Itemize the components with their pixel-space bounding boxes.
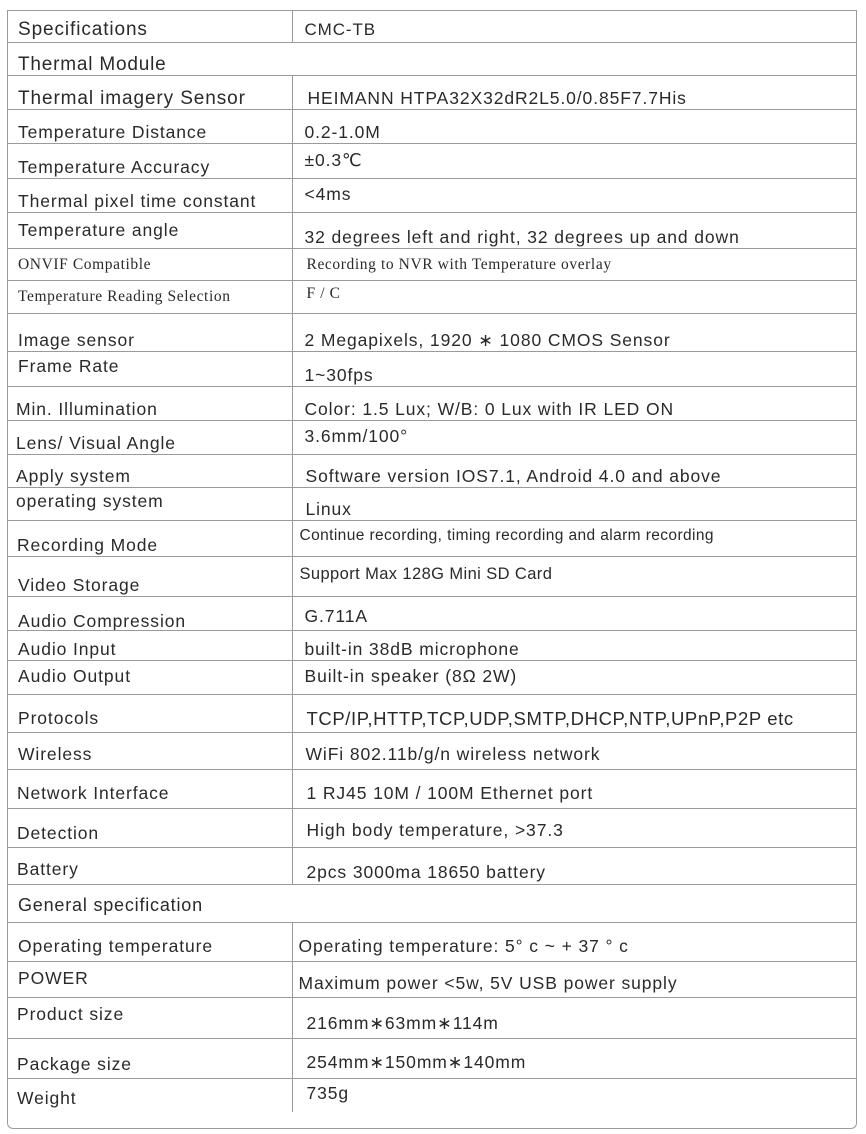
row-label: Video Storage xyxy=(7,557,292,597)
row-value: WiFi 802.11b/g/n wireless network xyxy=(292,733,857,770)
table-row xyxy=(7,144,857,179)
table-row xyxy=(7,998,857,1039)
section-title: General specification xyxy=(7,885,857,923)
row-label: POWER xyxy=(7,962,292,998)
table-row xyxy=(7,213,857,249)
row-value: Built-in speaker (8Ω 2W) xyxy=(292,661,857,695)
row-value: Linux xyxy=(292,488,857,521)
row-value: 1 RJ45 10M / 100M Ethernet port xyxy=(292,770,857,809)
row-value: Maximum power <5w, 5V USB power supply xyxy=(292,962,857,998)
row-value: built-in 38dB microphone xyxy=(292,631,857,661)
row-value: G.711A xyxy=(292,597,857,631)
table-row xyxy=(7,1079,857,1112)
row-value: 0.2-1.0M xyxy=(292,110,857,144)
row-value: <4ms xyxy=(292,179,857,213)
row-value: 2 Megapixels, 1920 ∗ 1080 CMOS Sensor xyxy=(292,314,857,352)
table-row xyxy=(7,597,857,631)
table-row xyxy=(7,770,857,809)
row-label: Temperature Reading Selection xyxy=(7,281,292,314)
table-row xyxy=(7,661,857,695)
table-row xyxy=(7,110,857,144)
row-value: Color: 1.5 Lux; W/B: 0 Lux with IR LED ON xyxy=(292,387,857,421)
row-label: Audio Compression xyxy=(7,597,292,631)
specifications-table xyxy=(7,10,857,1112)
row-label: Image sensor xyxy=(7,314,292,352)
row-value: HEIMANN HTPA32X32dR2L5.0/0.85F7.7His xyxy=(292,76,857,110)
row-value: 32 degrees left and right, 32 degrees up and down xyxy=(292,213,857,249)
row-value: 1~30fps xyxy=(292,352,857,387)
table-row xyxy=(7,733,857,770)
row-value: High body temperature, >37.3 xyxy=(292,809,857,848)
row-label: Recording Mode xyxy=(7,521,292,557)
row-value: 2pcs 3000ma 18650 battery xyxy=(292,848,857,885)
row-label: Apply system xyxy=(7,455,292,488)
section-thermal-module xyxy=(7,43,857,76)
row-label: Detection xyxy=(7,809,292,848)
table-row xyxy=(7,695,857,733)
table-row xyxy=(7,387,857,421)
row-label: Temperature Accuracy xyxy=(7,144,292,179)
row-label: Thermal pixel time constant xyxy=(7,179,292,213)
table-row xyxy=(7,249,857,281)
row-label: Wireless xyxy=(7,733,292,770)
table-row xyxy=(7,352,857,387)
table-row xyxy=(7,848,857,885)
row-label: operating system xyxy=(7,488,292,521)
row-label: Package size xyxy=(7,1039,292,1079)
row-value: 3.6mm/100° xyxy=(292,421,857,455)
table-row xyxy=(7,1039,857,1079)
row-value: Recording to NVR with Temperature overlay xyxy=(292,249,857,281)
row-label: Audio Input xyxy=(7,631,292,661)
table-row xyxy=(7,809,857,848)
row-label: Frame Rate xyxy=(7,352,292,387)
table-row xyxy=(7,557,857,597)
row-label: Protocols xyxy=(7,695,292,733)
row-label: Lens/ Visual Angle xyxy=(7,421,292,455)
section-general-specification xyxy=(7,885,857,923)
row-label: Network Interface xyxy=(7,770,292,809)
table-row xyxy=(7,421,857,455)
row-value: 254mm∗150mm∗140mm xyxy=(292,1039,857,1079)
row-label: Battery xyxy=(7,848,292,885)
row-value: F / C xyxy=(292,281,857,314)
row-value: 216mm∗63mm∗114m xyxy=(292,998,857,1039)
table-header-row xyxy=(7,11,857,43)
row-value: Support Max 128G Mini SD Card xyxy=(292,557,857,597)
row-value: Operating temperature: 5° c ~ + 37 ° c xyxy=(292,923,857,962)
row-value: Continue recording, timing recording and alarm recording xyxy=(292,521,857,557)
row-value: ±0.3℃ xyxy=(292,144,857,179)
row-label: Audio Output xyxy=(7,661,292,695)
table-row xyxy=(7,281,857,314)
row-label: Min. Illumination xyxy=(7,387,292,421)
row-label: Thermal imagery Sensor xyxy=(7,76,292,110)
table-row xyxy=(7,179,857,213)
table-row xyxy=(7,76,857,110)
row-label: Temperature Distance xyxy=(7,110,292,144)
table-row xyxy=(7,631,857,661)
row-value: TCP/IP,HTTP,TCP,UDP,SMTP,DHCP,NTP,UPnP,P2P etc xyxy=(292,695,857,733)
table-row xyxy=(7,962,857,998)
row-label: Weight xyxy=(7,1079,292,1112)
row-label: Operating temperature xyxy=(7,923,292,962)
header-model: CMC-TB xyxy=(292,11,857,43)
table-row xyxy=(7,314,857,352)
row-label: Temperature angle xyxy=(7,213,292,249)
table-row xyxy=(7,923,857,962)
row-label: ONVIF Compatible xyxy=(7,249,292,281)
row-label: Product size xyxy=(7,998,292,1039)
table-row xyxy=(7,455,857,488)
table-row xyxy=(7,521,857,557)
section-title: Thermal Module xyxy=(7,43,857,76)
row-value: 735g xyxy=(292,1079,857,1112)
header-label: Specifications xyxy=(7,11,292,43)
table-row xyxy=(7,488,857,521)
row-value: Software version IOS7.1, Android 4.0 and above xyxy=(292,455,857,488)
